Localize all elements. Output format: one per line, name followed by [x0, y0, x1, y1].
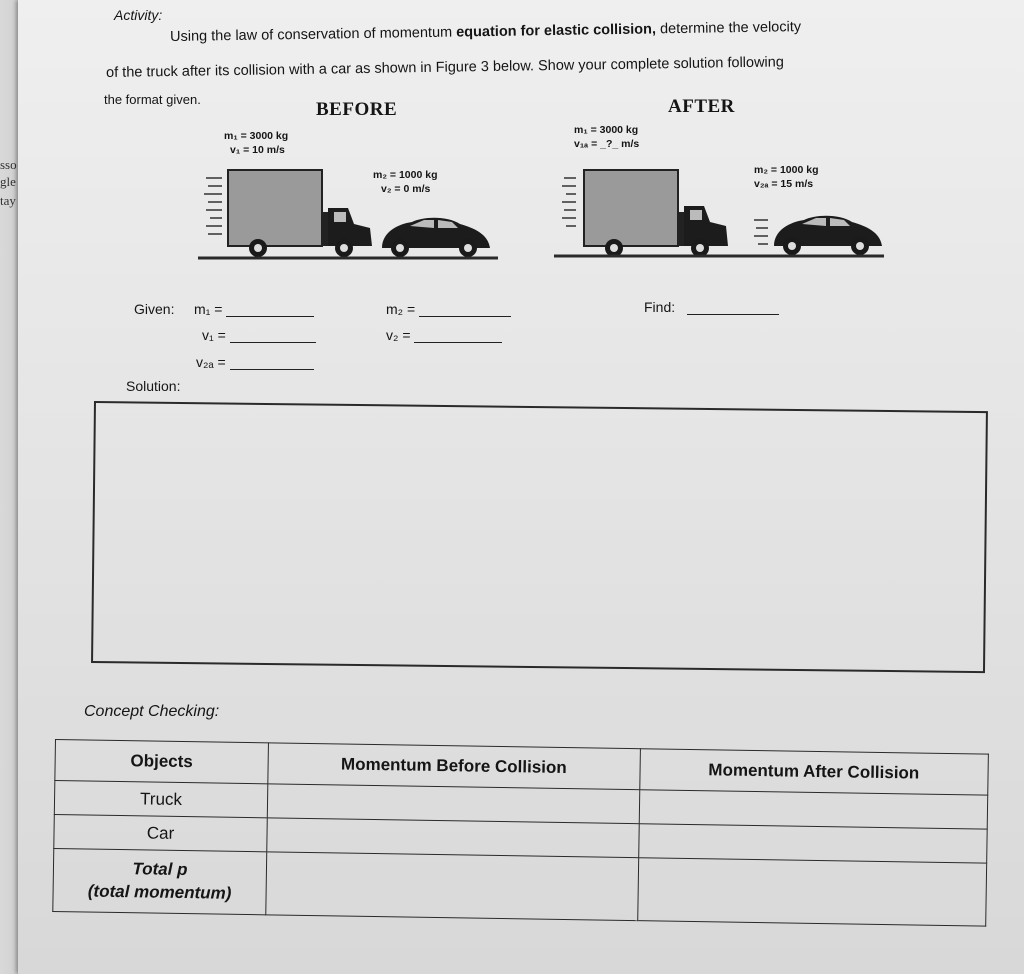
before-truck-velocity: v₁ = 10 m/s	[230, 144, 285, 157]
given-v2a-label: v₂ₐ =	[196, 354, 226, 370]
instruction-text: Using the law of conservation of momentum	[169, 24, 457, 45]
total-momentum-before-cell[interactable]	[266, 852, 638, 921]
given-v1-label: v₁ =	[202, 327, 226, 343]
row-label-truck: Truck	[54, 781, 268, 818]
concept-checking-table	[52, 739, 989, 927]
given-m2-label: m₂ =	[386, 301, 416, 317]
edge-fragment: sso	[0, 157, 17, 172]
activity-label: Activity:	[114, 7, 163, 23]
speed-lines	[562, 178, 576, 226]
after-truck-mass: m₁ = 3000 kg	[574, 124, 639, 136]
solution-box[interactable]	[91, 401, 988, 673]
truck-momentum-after-cell[interactable]	[639, 790, 988, 829]
column-header-momentum-before: Momentum Before Collision	[268, 743, 640, 790]
truck-icon	[584, 170, 728, 257]
given-m2-row	[386, 301, 511, 317]
instruction-text: determine the velocity	[655, 19, 802, 38]
after-heading: AFTER	[668, 96, 735, 117]
speed-lines	[754, 220, 768, 244]
before-car-velocity: v₂ = 0 m/s	[381, 183, 431, 196]
given-m1-label: m₁ =	[194, 301, 223, 317]
after-illustration	[554, 164, 884, 260]
row-label-total	[53, 848, 267, 914]
find-label: Find:	[644, 299, 676, 315]
column-header-momentum-after: Momentum After Collision	[639, 749, 988, 795]
car-icon	[774, 216, 882, 255]
instruction-bold-text: equation for elastic collision,	[456, 21, 657, 41]
given-v2-row	[386, 327, 502, 343]
car-icon	[382, 218, 490, 257]
given-v2a-blank[interactable]	[230, 355, 314, 370]
table-row	[53, 848, 987, 926]
truck-momentum-before-cell[interactable]	[267, 784, 639, 824]
find-row	[644, 299, 779, 315]
solution-label: Solution:	[126, 378, 181, 394]
total-label-line1: Total p	[132, 859, 188, 880]
given-label: Given:	[134, 301, 175, 317]
before-illustration	[198, 166, 498, 262]
given-m1-row	[194, 301, 314, 317]
instruction-line-1	[170, 20, 801, 44]
before-truck-specs	[224, 129, 288, 157]
given-v2-blank[interactable]	[414, 328, 502, 343]
given-m2-blank[interactable]	[419, 302, 511, 317]
before-car-mass: m₂ = 1000 kg	[373, 169, 438, 181]
given-m1-blank[interactable]	[226, 302, 314, 317]
speed-lines	[204, 178, 222, 234]
after-car-velocity: v₂ₐ = 15 m/s	[754, 178, 814, 191]
before-heading: BEFORE	[316, 99, 398, 120]
before-truck-mass: m₁ = 3000 kg	[224, 130, 289, 142]
after-car-mass: m₂ = 1000 kg	[754, 164, 819, 176]
row-label-car: Car	[54, 814, 268, 851]
instruction-line-3: the format given.	[104, 92, 201, 107]
truck-icon	[228, 170, 372, 257]
car-momentum-after-cell[interactable]	[638, 824, 987, 863]
concept-checking-title: Concept Checking:	[84, 703, 220, 720]
after-truck-velocity: v₁ₐ = _?_ m/s	[574, 138, 640, 151]
edge-fragment: gle	[0, 174, 16, 189]
edge-fragment: tay	[0, 193, 16, 208]
given-v2a-row	[196, 354, 314, 370]
total-label-line2: (total momentum)	[87, 881, 232, 903]
find-blank[interactable]	[687, 300, 779, 315]
worksheet-page	[18, 0, 1024, 974]
column-header-objects: Objects	[55, 740, 269, 784]
instruction-line-2: of the truck after its collision with a car as shown in Figure 3 below. Show your complete solution following	[105, 54, 784, 81]
given-v2-label: v₂ =	[386, 327, 411, 343]
given-v1-row	[202, 327, 316, 343]
after-truck-specs	[574, 123, 639, 151]
total-momentum-after-cell[interactable]	[637, 858, 986, 926]
given-v1-blank[interactable]	[230, 328, 316, 343]
car-momentum-before-cell[interactable]	[267, 818, 639, 858]
